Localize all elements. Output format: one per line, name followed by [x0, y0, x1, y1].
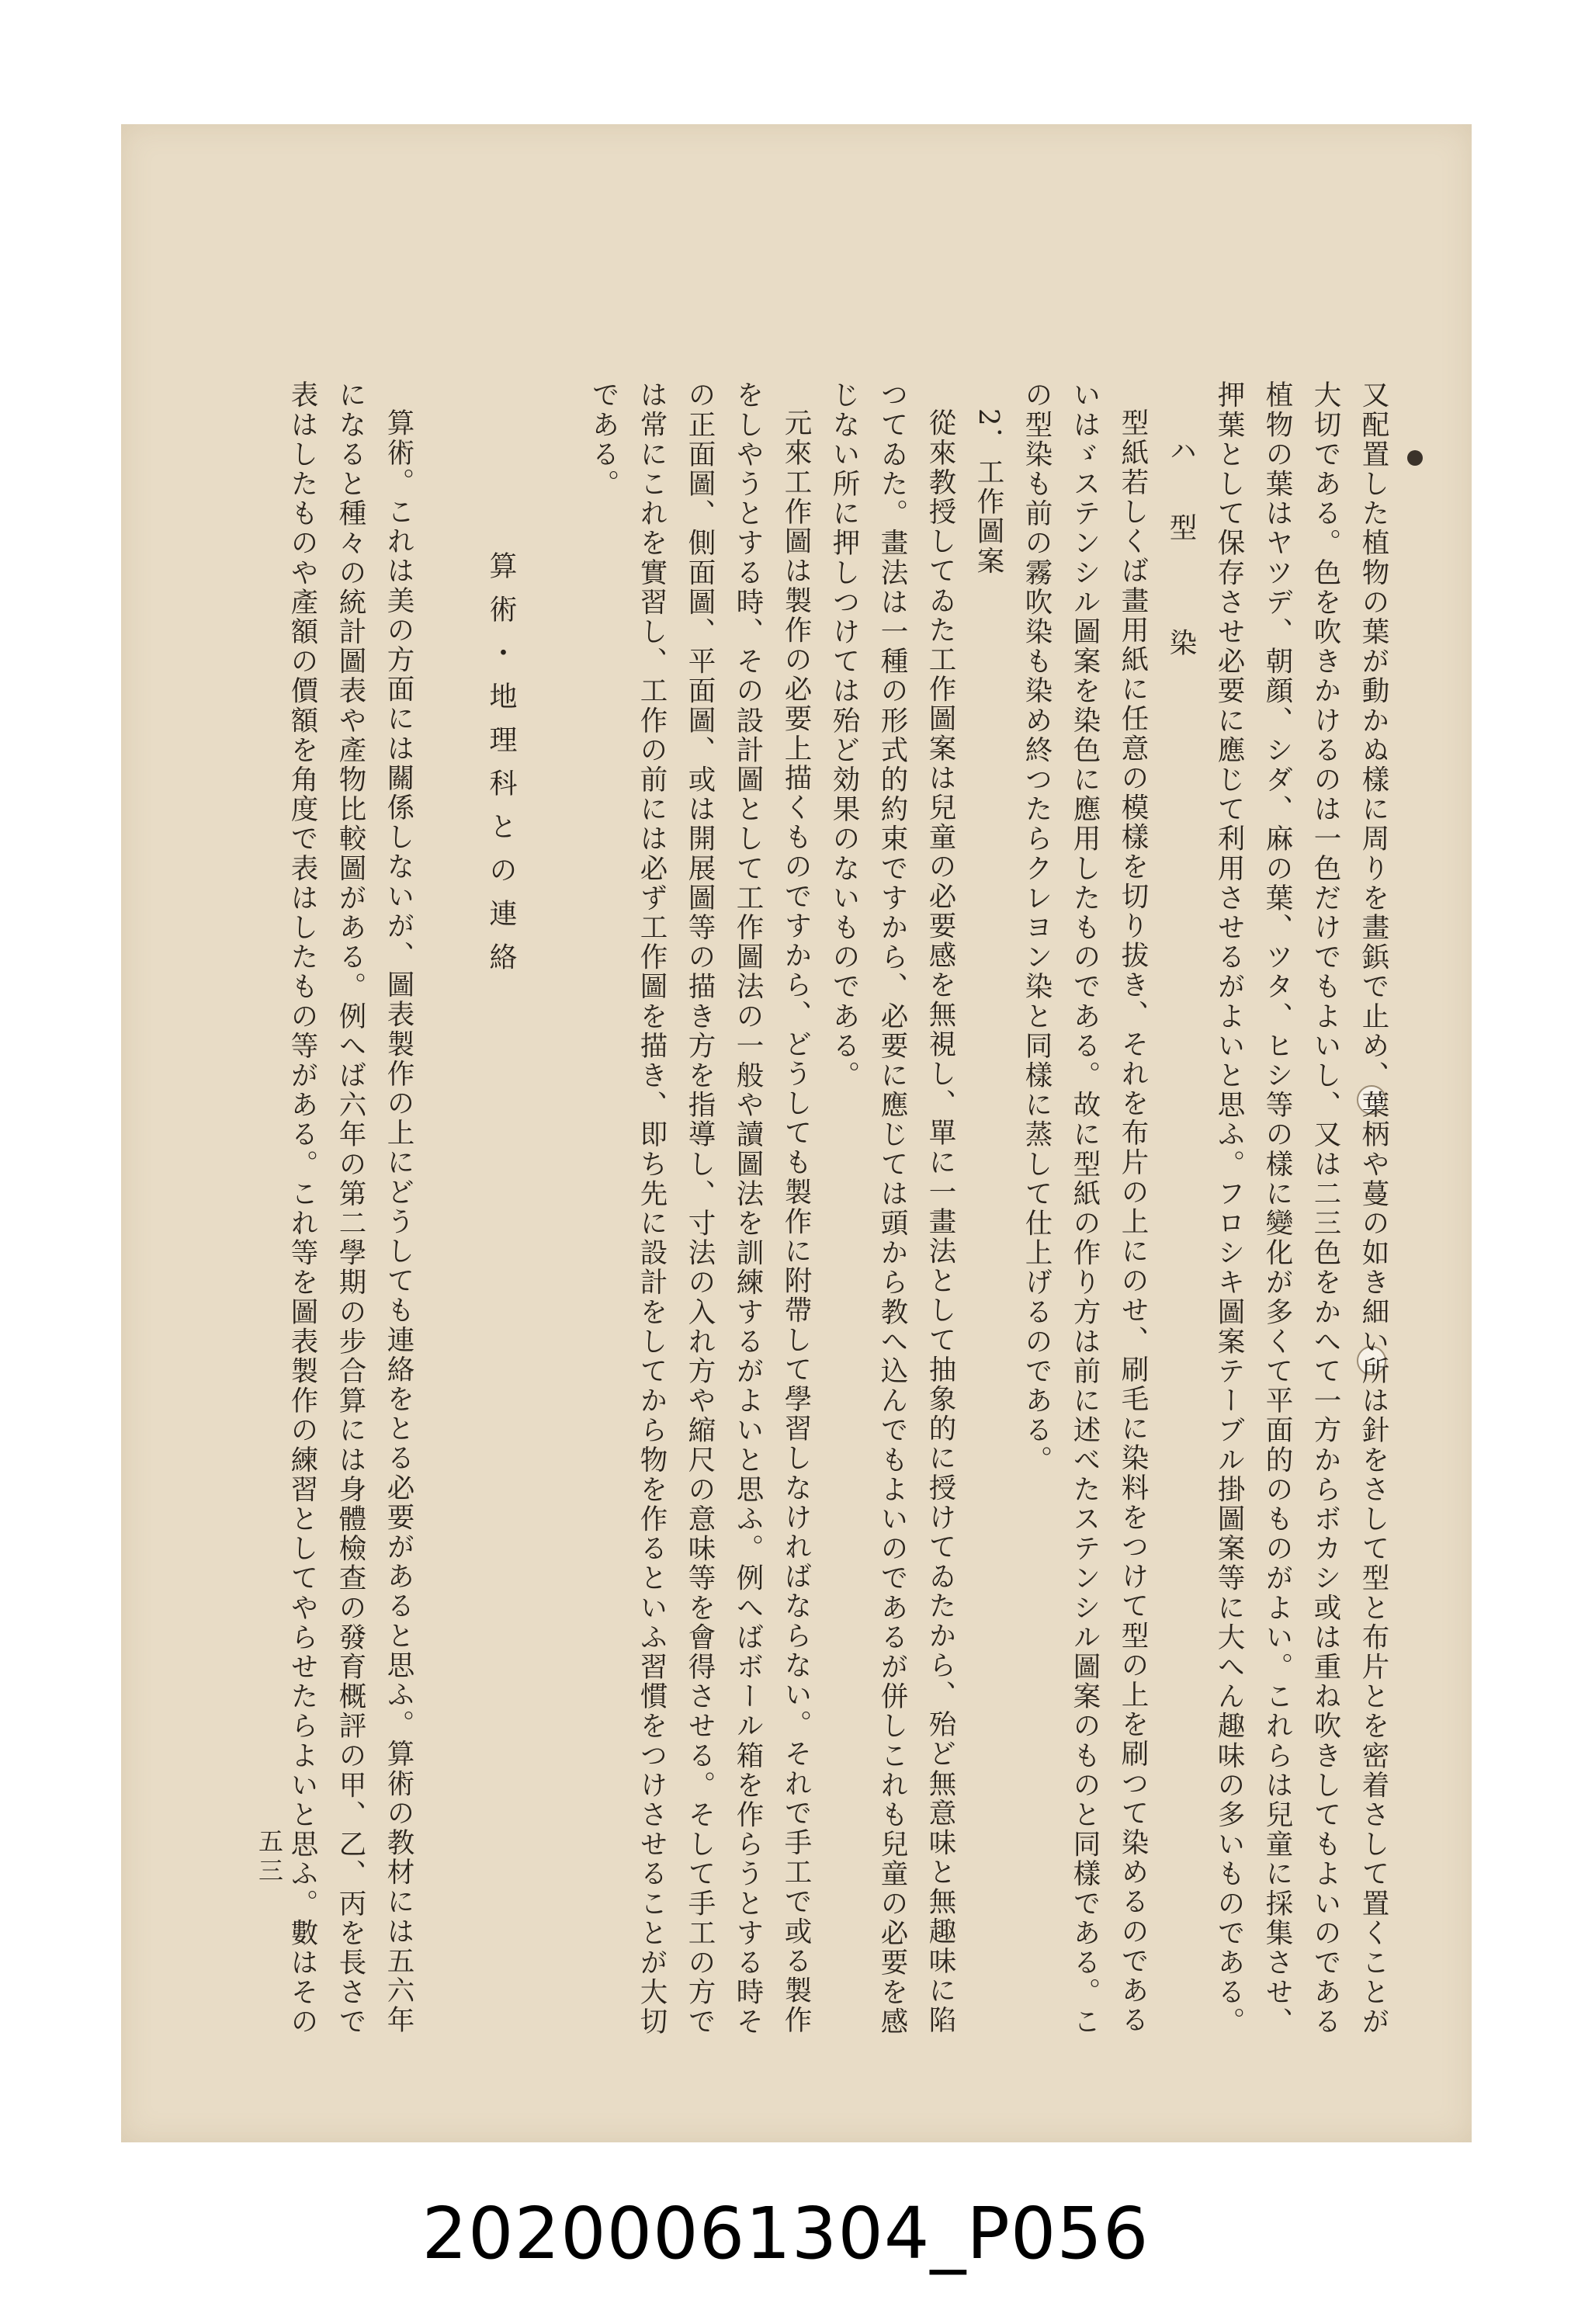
image-caption: 20200061304_P056 [421, 2192, 1150, 2275]
subsection-heading: 2．工作圖案 [973, 408, 1004, 576]
text-column: である。 [588, 380, 619, 499]
book-page [121, 124, 1472, 2142]
text-column: つてゐた。畫法は一種の形式的約束ですから、必要に應じては頭から教へ込んでもよいのであるが併しこれも兒童の必要を感 [876, 380, 908, 2037]
text-column: は常にこれを實習し、工作の前には必ず工作圖を描き、即ち先に設計をしてから物を作るといふ習慣をつけさせることが大切 [636, 380, 668, 2037]
text-column: 植物の葉はヤツデ、朝顔、シダ、麻の葉、ツタ、ヒシ等の樣に變化が多くて平面的のものがよい。これらは兒童に採集させ、 [1261, 380, 1293, 2037]
page-number: 五三 [255, 1828, 284, 1887]
text-column: 算術。これは美の方面には關係しないが、圖表製作の上にどうしても連絡をとる必要があると思ふ。算術の教材には五六年 [383, 408, 414, 2035]
text-column: じない所に押しつけては殆ど効果のないものである。 [828, 380, 860, 1091]
vertical-body-text [278, 380, 1397, 2088]
text-column: いはゞステンシル圖案を染色に應用したものである。故に型紙の作り方は前に述べたステンシル圖案のものと同樣である。こ [1069, 380, 1101, 2037]
subsection-heading: ハ 型 染 [1165, 436, 1197, 667]
section-title: 算術・地理科との連絡 [485, 551, 517, 986]
text-column: 押葉として保存させ必要に應じて利用させるがよいと思ふ。フロシキ圖案テーブル掛圖案等に大へん趣味の多いものである。 [1213, 380, 1245, 2037]
text-column: の型染も前の霧吹染も染め終つたらクレヨン染と同樣に蒸して仕上げるのである。 [1021, 380, 1053, 1475]
text-column: の正面圖、側面圖、平面圖、或は開展圖等の描き方を指導し、寸法の入れ方や縮尺の意味等を會得させる。そして手工の方で [684, 380, 716, 2037]
binding-hole [1407, 450, 1423, 466]
text-column: 型紙若しくば畫用紙に任意の模樣を切り拔き、それを布片の上にのせ、刷毛に染料をつけて型の上を刷つて染めるのである [1117, 408, 1149, 2035]
text-column: をしやうとする時、その設計圖として工作圖法の一般や讀圖法を訓練するがよいと思ふ。例へばボール箱を作らうとする時そ [732, 380, 764, 2037]
text-column: 大切である。色を吹きかけるのは一色だけでもよいし、又は二三色をかへて一方からボカシ或は重ね吹きしてもよいのである [1309, 380, 1341, 2037]
text-column: 元來工作圖は製作の必要上描くものですから、どうしても製作に附帶して學習しなければならない。それで手工で或る製作 [780, 408, 812, 2035]
text-column: 從來教授してゐた工作圖案は兒童の必要感を無視し、單に一畫法として抽象的に授けてゐたから、殆ど無意味と無趣味に陷 [924, 408, 956, 2035]
text-column: 表はしたものや產額の價額を角度で表はしたもの等がある。これ等を圖表製作の練習としてやらせたらよいと思ふ。數はその [286, 380, 318, 2037]
text-column: になると種々の統計圖表や產物比較圖がある。例へば六年の第二學期の步合算には身體檢查の發育概評の甲、乙、丙を長さで [335, 380, 366, 2037]
text-column: 又配置した植物の葉が動かぬ樣に周りを畫鋲で止め、葉柄や蔓の如き細い所は針をさして型と布片とを密着さして置くことが [1358, 380, 1389, 2037]
